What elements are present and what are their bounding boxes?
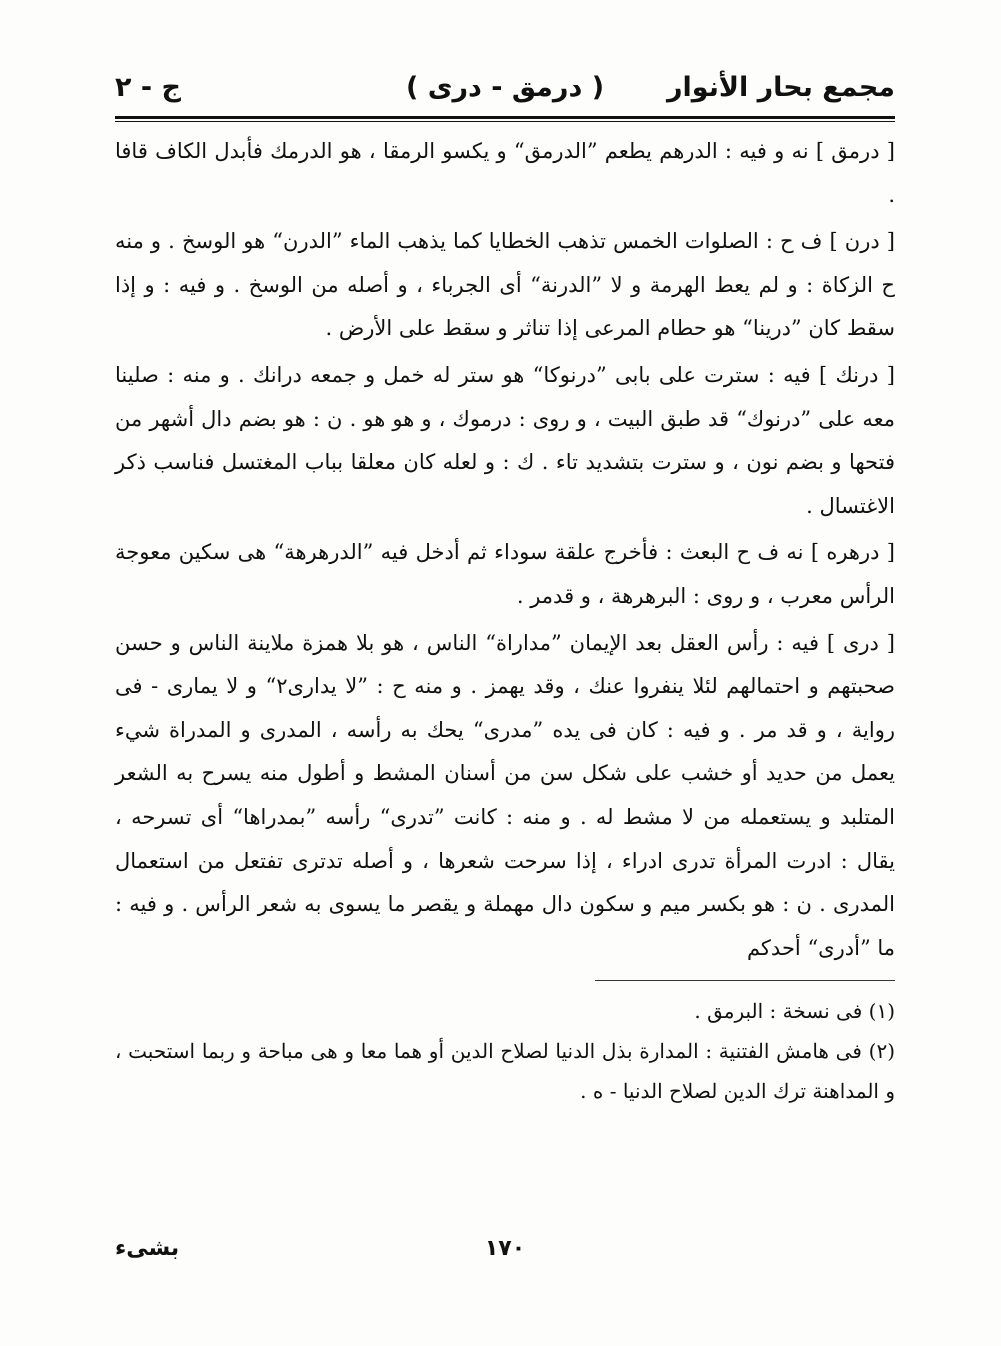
page-number: ١٧٠ (484, 1236, 526, 1261)
entry-darmaq: [ درمق ] نه و فيه : الدرهم يطعم ”الدرمق“ و يكسو الرمقا ، هو الدرمك فأبدل الكاف قافا . (115, 139, 895, 207)
footnotes (115, 991, 895, 1111)
header-rule (115, 116, 895, 122)
book-title: مجمع بحار الأنوار (666, 72, 895, 103)
catchword: بشىء (115, 1236, 180, 1261)
footnote-separator (595, 980, 895, 981)
entry-darnak: [ درنك ] فيه : سترت على بابى ”درنوكا“ هو ستر له خمل و جمعه درانك . و منه : صلينا معه على ”درنوك“ قد طبق البيت ، و روى : درموك ، و هو هو . ن : هو بضم دال أشهر من فتحها و بضم نون ، و سترت بتشديد تاء . ك : و لعله كان معلقا بباب المغتسل فناسب ذكر الاغتسال . (115, 362, 896, 518)
running-header (115, 60, 895, 116)
footnote-1: (١) فى نسخة : البرمق . (694, 999, 895, 1024)
main-text (115, 130, 895, 970)
entry-dara: [ درى ] فيه : رأس العقل بعد الإيمان ”مداراة“ الناس ، هو بلا همزة ملاينة الناس و حسن صحبتهم و احتمالهم لئلا ينفروا عنك ، وقد يهمز . و منه ح : ”لا يدارى٢“ و لا يمارى - فى رواية ، و قد مر . و فيه : كان فى يده ”مدرى“ يحك به رأسه ، المدرى و المدراة شيء يعمل من حديد أو خشب على شكل سن من أسنان المشط و أطول منه يسرح به الشعر المتلبد و يستعمله من لا مشط له . و منه : كانت ”تدرى“ رأسه ”بمدراها“ أى تسرحه ، يقال : ادرت المرأة تدرى ادراء ، إذا سرحت شعرها ، و أصله تدترى تفتعل من استعمال المدرى . ن : هو بكسر ميم و سكون دال مهملة و يقصر ما يسوى به شعر الرأس . و فيه : ما ”أدرى“ أحدكم (115, 630, 895, 960)
page-footer (115, 1236, 895, 1276)
entry-daran: [ درن ] ف ح : الصلوات الخمس تذهب الخطايا كما يذهب الماء ”الدرن“ هو الوسخ . و منه ح الزكاة : و لم يعط الهرمة و لا ”الدرنة“ أى الجرباء ، و أصله من الوسخ . و فيه : و إذا سقط كان ”درينا“ هو حطام المرعى إذا تناثر و سقط على الأرض . (115, 229, 895, 341)
entry-range: ( درمق - درى ) (405, 72, 605, 103)
book-page (115, 60, 895, 1300)
volume-number: ج - ٢ (115, 72, 181, 103)
entry-darhara: [ درهره ] نه ف ح البعث : فأخرج علقة سوداء ثم أدخل فيه ”الدرهرهة“ هى سكين معوجة الرأس معرب ، و روى : البرهرهة ، و قدمر . (115, 540, 895, 608)
footnote-2: (٢) فى هامش الفتنية : المدارة بذل الدنيا لصلاح الدين أو هما معا و هى مباحة و ربما استحبت ، و المداهنة ترك الدين لصلاح الدنيا - ه . (115, 1039, 895, 1104)
